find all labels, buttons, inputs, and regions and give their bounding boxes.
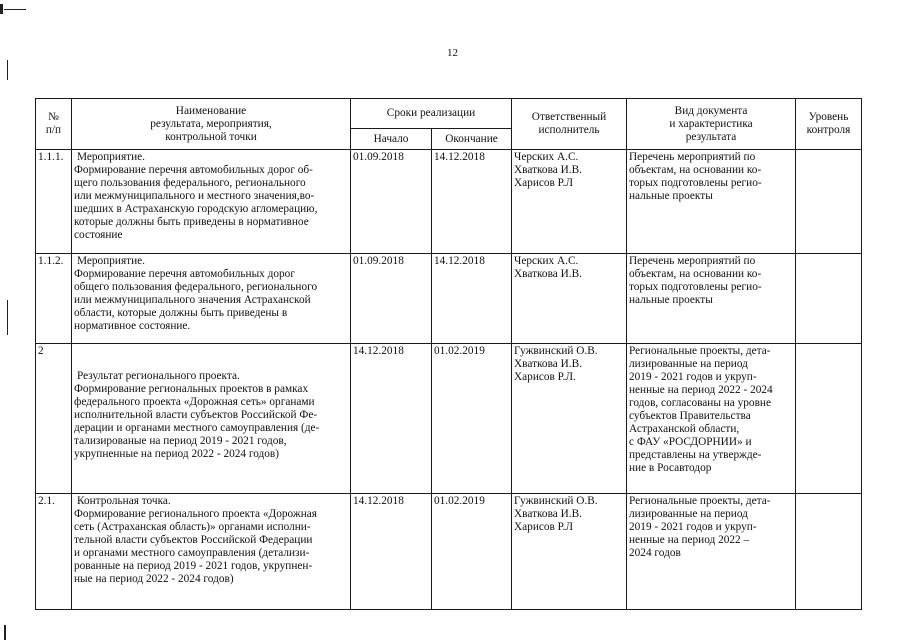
row-name	[72, 150, 351, 254]
row-responsible: Гужвинский О.В. Хваткова И.В. Харисов Р.Л	[512, 494, 627, 610]
row-document: Региональные проекты, дета- лизированные на период 2019 - 2021 годов и укруп- ненные на период 2022 - 2024 годов, согласованы на уровне субъектов Правительства Астраханской области, с ФАУ «РОСДОРНИИ» и представлены на утвержде- ние в Росавтодор	[627, 344, 796, 494]
row-start-date: 14.12.2018	[351, 344, 432, 494]
header-number: № п/п	[36, 99, 72, 150]
row-end-date: 01.02.2019	[432, 494, 512, 610]
scan-artifact	[7, 60, 8, 80]
row-number: 1.1.1.	[36, 150, 72, 254]
header-responsible: Ответственный исполнитель	[512, 99, 627, 150]
scan-artifact	[0, 4, 3, 14]
schedule-table	[35, 98, 862, 610]
row-start-date: 01.09.2018	[351, 254, 432, 344]
row-name-lead: Результат регионального проекта.	[77, 370, 240, 382]
row-name-text: Формирование перечня автомобильных дорог общего пользования федерального, регионального или межмуниципального значения Астраханской области, которые должны быть приведены в нормативное состояние.	[74, 268, 318, 332]
header-control: Уровень контроля	[796, 99, 862, 150]
row-end-date: 14.12.2018	[432, 150, 512, 254]
row-control	[796, 494, 862, 610]
header-name: Наименование результата, мероприятия, контрольной точки	[72, 99, 351, 150]
row-name-lead: Мероприятие.	[77, 151, 145, 163]
scan-artifact	[4, 9, 26, 10]
row-name-text: Формирование региональных проектов в рамках федерального проекта «Дорожная сеть» органами исполнительной власти субъектов Российской Фе- дерации и органами местного самоуправления (де- тализированые на период 2019 - 2021 годов, укрупненные на период 2022 - 2024 годов)	[74, 383, 320, 460]
row-number: 2	[36, 344, 72, 494]
row-end-date: 14.12.2018	[432, 254, 512, 344]
table-row	[36, 494, 862, 610]
header-start: Начало	[351, 129, 432, 150]
row-document: Региональные проекты, дета- лизированные на период 2019 - 2021 годов и укруп- ненные на период 2022 – 2024 годов	[627, 494, 796, 610]
row-name	[72, 344, 351, 494]
row-responsible: Черских А.С. Хваткова И.В.	[512, 254, 627, 344]
row-responsible: Черских А.С. Хваткова И.В. Харисов Р.Л	[512, 150, 627, 254]
row-name-lead: Контрольная точка.	[77, 495, 171, 507]
row-number: 1.1.2.	[36, 254, 72, 344]
header-document: Вид документа и характеристика результата	[627, 99, 796, 150]
row-name-lead: Мероприятие.	[77, 255, 145, 267]
row-name-text: Формирование регионального проекта «Дорожная сеть (Астраханская область)» органами исполни- тельной власти субъектов Российской Федерации и органами местного самоуправления (детализи- рованные на период 2019 - 2021 годов, укрупнен- ные на период 2022 - 2024 годов)	[74, 508, 317, 585]
row-control	[796, 150, 862, 254]
table-row	[36, 254, 862, 344]
page-number: 12	[447, 47, 458, 59]
scan-artifact	[4, 625, 6, 640]
row-start-date: 01.09.2018	[351, 150, 432, 254]
row-name	[72, 494, 351, 610]
row-start-date: 14.12.2018	[351, 494, 432, 610]
row-name-text: Формирование перечня автомобильных дорог об- щего пользования федерального, регионального или межмуниципального и местного значения,во- шедших в Астраханскую городскую агломерацию, которые должны быть приведены в нормативное состояние	[74, 164, 318, 241]
row-control	[796, 344, 862, 494]
row-control	[796, 254, 862, 344]
table-row	[36, 150, 862, 254]
row-document: Перечень мероприятий по объектам, на основании ко- торых подготовлены регио- нальные проекты	[627, 254, 796, 344]
row-name	[72, 254, 351, 344]
header-dates: Сроки реализации	[351, 99, 512, 129]
table-row	[36, 344, 862, 494]
scan-artifact	[7, 300, 8, 335]
row-document: Перечень мероприятий по объектам, на основании ко- торых подготовлены регио- нальные проекты	[627, 150, 796, 254]
row-responsible: Гужвинский О.В. Хваткова И.В. Харисов Р.Л.	[512, 344, 627, 494]
row-number: 2.1.	[36, 494, 72, 610]
header-end: Окончание	[432, 129, 512, 150]
row-end-date: 01.02.2019	[432, 344, 512, 494]
